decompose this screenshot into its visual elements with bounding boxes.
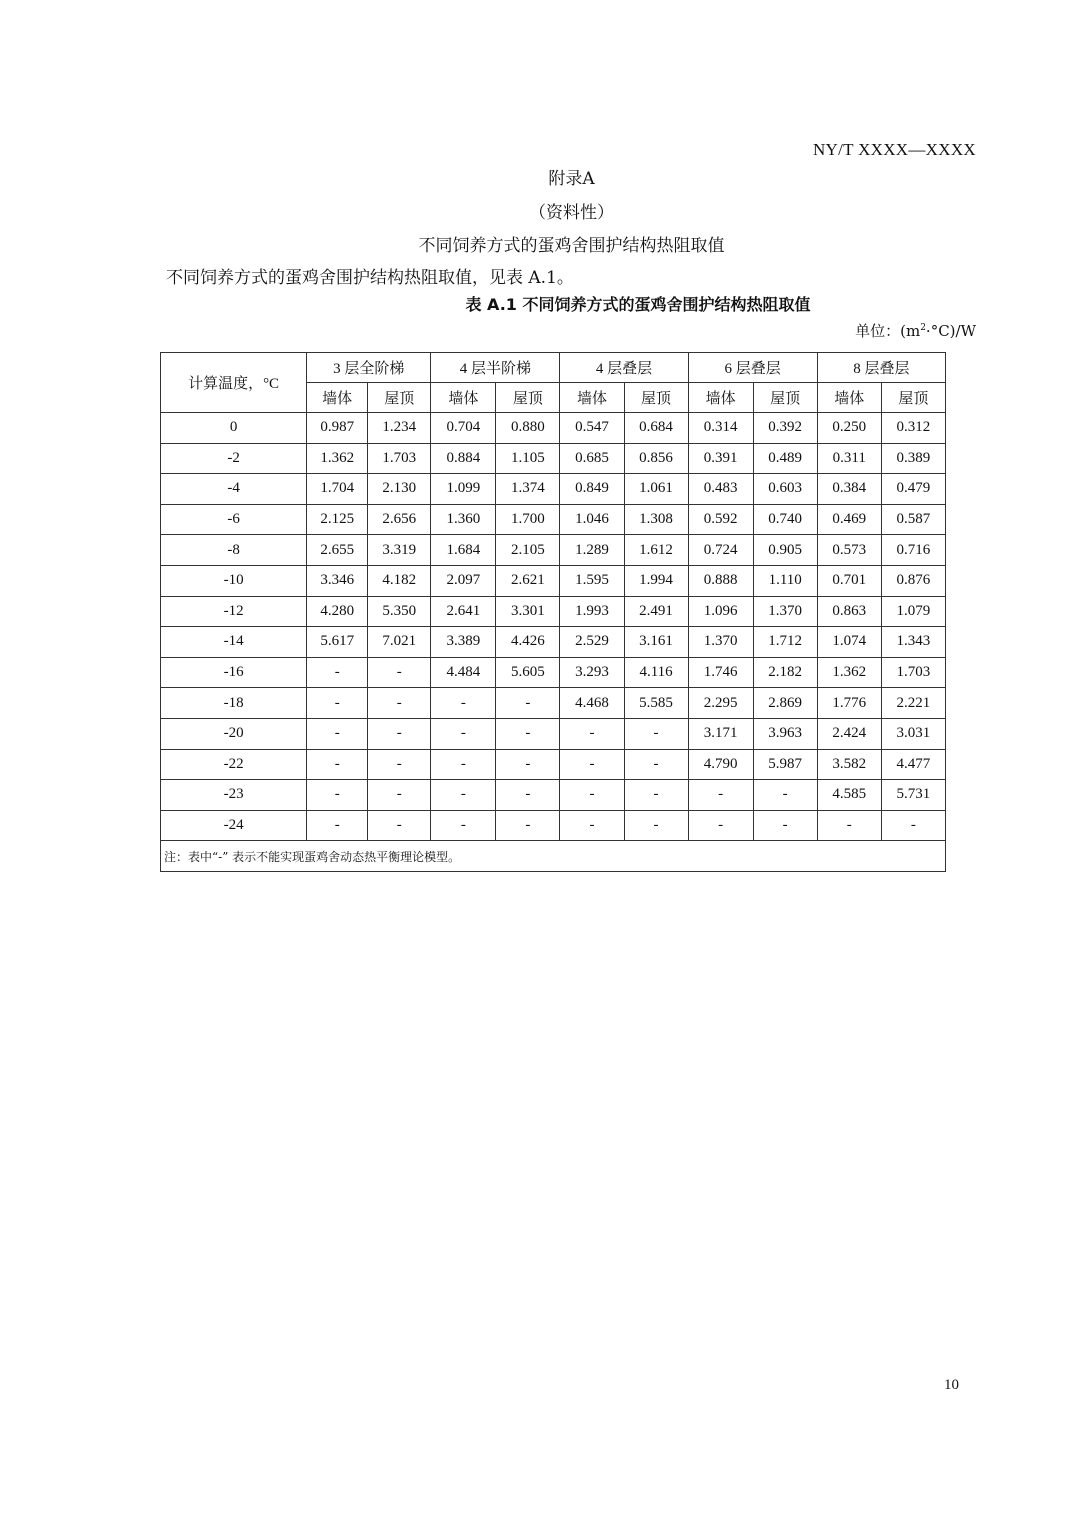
value-cell: 2.621	[496, 565, 560, 596]
group-header-row	[161, 353, 946, 383]
value-cell: 0.483	[688, 474, 753, 505]
value-cell: 3.582	[817, 749, 881, 780]
value-cell: 1.343	[881, 627, 945, 658]
sub-header: 墙体	[431, 383, 496, 413]
value-cell: 1.362	[307, 443, 368, 474]
value-cell: 0.684	[624, 413, 688, 444]
thermal-resistance-table	[160, 352, 946, 872]
value-cell: 1.099	[431, 474, 496, 505]
value-cell: 3.346	[307, 565, 368, 596]
value-cell: 1.993	[560, 596, 624, 627]
table-note: 注：表中“-” 表示不能实现蛋鸡舍动态热平衡理论模型。	[161, 841, 946, 872]
value-cell: 2.130	[368, 474, 431, 505]
value-cell: 0.905	[753, 535, 817, 566]
value-cell: 1.704	[307, 474, 368, 505]
value-cell: 1.289	[560, 535, 624, 566]
value-cell: 0.592	[688, 504, 753, 535]
intro-paragraph: 不同饲养方式的蛋鸡舍围护结构热阻取值，见表 A.1。	[166, 268, 574, 288]
sub-header: 屋顶	[624, 383, 688, 413]
value-cell: 1.370	[753, 596, 817, 627]
value-cell: 3.963	[753, 718, 817, 749]
value-cell: 1.370	[688, 627, 753, 658]
table-row	[161, 718, 946, 749]
table-row	[161, 504, 946, 535]
value-cell: 0.469	[817, 504, 881, 535]
value-cell: 2.125	[307, 504, 368, 535]
value-cell: 0.489	[753, 443, 817, 474]
table-row	[161, 657, 946, 688]
sub-header: 墙体	[688, 383, 753, 413]
value-cell: 0.880	[496, 413, 560, 444]
value-cell: 3.301	[496, 596, 560, 627]
value-cell: 1.308	[624, 504, 688, 535]
table-row	[161, 749, 946, 780]
value-cell: 0.250	[817, 413, 881, 444]
value-cell: 1.234	[368, 413, 431, 444]
value-cell: -	[368, 780, 431, 811]
value-cell: -	[368, 718, 431, 749]
temperature-cell: -23	[161, 780, 307, 811]
note-row	[161, 841, 946, 872]
value-cell: 0.888	[688, 565, 753, 596]
value-cell: 5.617	[307, 627, 368, 658]
value-cell: 2.295	[688, 688, 753, 719]
table-row	[161, 780, 946, 811]
value-cell: 4.468	[560, 688, 624, 719]
temperature-cell: -18	[161, 688, 307, 719]
sub-header: 墙体	[817, 383, 881, 413]
value-cell: 4.182	[368, 565, 431, 596]
value-cell: 1.700	[496, 504, 560, 535]
value-cell: 2.641	[431, 596, 496, 627]
sub-header: 屋顶	[496, 383, 560, 413]
value-cell: 5.585	[624, 688, 688, 719]
value-cell: 0.314	[688, 413, 753, 444]
value-cell: 2.424	[817, 718, 881, 749]
value-cell: 1.703	[881, 657, 945, 688]
value-cell: 1.703	[368, 443, 431, 474]
value-cell: -	[307, 749, 368, 780]
value-cell: -	[624, 810, 688, 841]
value-cell: 1.612	[624, 535, 688, 566]
sub-header: 屋顶	[753, 383, 817, 413]
value-cell: -	[431, 810, 496, 841]
value-cell: -	[688, 810, 753, 841]
value-cell: 1.061	[624, 474, 688, 505]
table-row	[161, 596, 946, 627]
value-cell: 0.724	[688, 535, 753, 566]
value-cell: 0.884	[431, 443, 496, 474]
value-cell: 0.384	[817, 474, 881, 505]
table-row	[161, 443, 946, 474]
sub-header: 屋顶	[368, 383, 431, 413]
value-cell: 1.079	[881, 596, 945, 627]
value-cell: 1.074	[817, 627, 881, 658]
group-header: 3 层全阶梯	[307, 353, 431, 383]
table-unit: 单位：$(m^2\cdot^\circ C)/W$	[855, 322, 976, 340]
value-cell: 1.776	[817, 688, 881, 719]
value-cell: -	[753, 810, 817, 841]
temperature-cell: -20	[161, 718, 307, 749]
value-cell: 3.161	[624, 627, 688, 658]
temperature-cell: -10	[161, 565, 307, 596]
value-cell: 2.655	[307, 535, 368, 566]
value-cell: 0.547	[560, 413, 624, 444]
value-cell: 0.849	[560, 474, 624, 505]
value-cell: -	[496, 780, 560, 811]
value-cell: 4.280	[307, 596, 368, 627]
temperature-cell: -2	[161, 443, 307, 474]
value-cell: 1.712	[753, 627, 817, 658]
value-cell: 1.994	[624, 565, 688, 596]
temperature-cell: -4	[161, 474, 307, 505]
temperature-cell: -8	[161, 535, 307, 566]
value-cell: -	[560, 749, 624, 780]
value-cell: 0.704	[431, 413, 496, 444]
value-cell: 5.350	[368, 596, 431, 627]
value-cell: -	[560, 810, 624, 841]
value-cell: -	[307, 657, 368, 688]
value-cell: 1.595	[560, 565, 624, 596]
value-cell: 2.656	[368, 504, 431, 535]
value-cell: 0.389	[881, 443, 945, 474]
value-cell: -	[307, 810, 368, 841]
value-cell: 0.311	[817, 443, 881, 474]
value-cell: 2.097	[431, 565, 496, 596]
table-row	[161, 688, 946, 719]
sub-header: 墙体	[560, 383, 624, 413]
value-cell: 1.374	[496, 474, 560, 505]
value-cell: 0.856	[624, 443, 688, 474]
value-cell: 0.863	[817, 596, 881, 627]
group-header: 8 层叠层	[817, 353, 945, 383]
temperature-cell: -16	[161, 657, 307, 688]
value-cell: 3.171	[688, 718, 753, 749]
value-cell: 4.585	[817, 780, 881, 811]
value-cell: 1.362	[817, 657, 881, 688]
sub-header: 墙体	[307, 383, 368, 413]
value-cell: -	[368, 688, 431, 719]
appendix-type: （资料性）	[529, 203, 614, 223]
table-caption: 表 A.1 不同饲养方式的蛋鸡舍围护结构热阻取值	[465, 295, 811, 314]
value-cell: 0.740	[753, 504, 817, 535]
value-cell: 1.360	[431, 504, 496, 535]
sub-header: 屋顶	[881, 383, 945, 413]
temperature-cell: -22	[161, 749, 307, 780]
value-cell: -	[624, 749, 688, 780]
value-cell: 7.021	[368, 627, 431, 658]
value-cell: 2.869	[753, 688, 817, 719]
value-cell: 0.701	[817, 565, 881, 596]
value-cell: 2.182	[753, 657, 817, 688]
appendix-title: 不同饲养方式的蛋鸡舍围护结构热阻取值	[418, 236, 725, 256]
value-cell: -	[431, 749, 496, 780]
temperature-cell: -12	[161, 596, 307, 627]
value-cell: 3.319	[368, 535, 431, 566]
value-cell: 0.716	[881, 535, 945, 566]
value-cell: 0.987	[307, 413, 368, 444]
value-cell: -	[817, 810, 881, 841]
value-cell: -	[624, 718, 688, 749]
group-header: 4 层半阶梯	[431, 353, 560, 383]
group-header: 6 层叠层	[688, 353, 817, 383]
value-cell: 1.110	[753, 565, 817, 596]
value-cell: -	[431, 688, 496, 719]
value-cell: 4.484	[431, 657, 496, 688]
table-row	[161, 535, 946, 566]
temperature-cell: 0	[161, 413, 307, 444]
value-cell: 4.477	[881, 749, 945, 780]
value-cell: 1.046	[560, 504, 624, 535]
value-cell: 0.587	[881, 504, 945, 535]
standard-id: NY/T XXXX—XXXX	[812, 140, 976, 159]
value-cell: 0.391	[688, 443, 753, 474]
value-cell: 1.096	[688, 596, 753, 627]
value-cell: -	[496, 718, 560, 749]
value-cell: -	[496, 688, 560, 719]
table-row	[161, 810, 946, 841]
value-cell: 5.987	[753, 749, 817, 780]
value-cell: 1.746	[688, 657, 753, 688]
value-cell: 0.392	[753, 413, 817, 444]
value-cell: -	[624, 780, 688, 811]
value-cell: 4.790	[688, 749, 753, 780]
value-cell: 0.685	[560, 443, 624, 474]
value-cell: -	[431, 718, 496, 749]
value-cell: -	[368, 749, 431, 780]
value-cell: 4.116	[624, 657, 688, 688]
value-cell: -	[431, 780, 496, 811]
value-cell: -	[368, 810, 431, 841]
value-cell: -	[307, 688, 368, 719]
value-cell: -	[368, 657, 431, 688]
value-cell: 2.529	[560, 627, 624, 658]
value-cell: -	[307, 780, 368, 811]
group-header: 4 层叠层	[560, 353, 688, 383]
value-cell: -	[688, 780, 753, 811]
value-cell: 0.573	[817, 535, 881, 566]
value-cell: 2.221	[881, 688, 945, 719]
temperature-cell: -24	[161, 810, 307, 841]
value-cell: -	[560, 780, 624, 811]
value-cell: 2.105	[496, 535, 560, 566]
temperature-cell: -14	[161, 627, 307, 658]
table-row	[161, 413, 946, 444]
value-cell: 3.389	[431, 627, 496, 658]
value-cell: 2.491	[624, 596, 688, 627]
value-cell: -	[496, 810, 560, 841]
table-row	[161, 474, 946, 505]
value-cell: -	[496, 749, 560, 780]
value-cell: 5.605	[496, 657, 560, 688]
value-cell: -	[307, 718, 368, 749]
table-row	[161, 627, 946, 658]
appendix-label: 附录A	[548, 169, 595, 189]
value-cell: 5.731	[881, 780, 945, 811]
value-cell: 1.105	[496, 443, 560, 474]
row-header: 计算温度，°C	[161, 353, 307, 413]
value-cell: 4.426	[496, 627, 560, 658]
value-cell: 0.603	[753, 474, 817, 505]
value-cell: -	[560, 718, 624, 749]
value-cell: 3.031	[881, 718, 945, 749]
value-cell: -	[753, 780, 817, 811]
page-number: 10	[944, 1377, 959, 1393]
value-cell: -	[881, 810, 945, 841]
temperature-cell: -6	[161, 504, 307, 535]
value-cell: 0.312	[881, 413, 945, 444]
value-cell: 1.684	[431, 535, 496, 566]
value-cell: 0.876	[881, 565, 945, 596]
table-row	[161, 565, 946, 596]
value-cell: 0.479	[881, 474, 945, 505]
value-cell: 3.293	[560, 657, 624, 688]
